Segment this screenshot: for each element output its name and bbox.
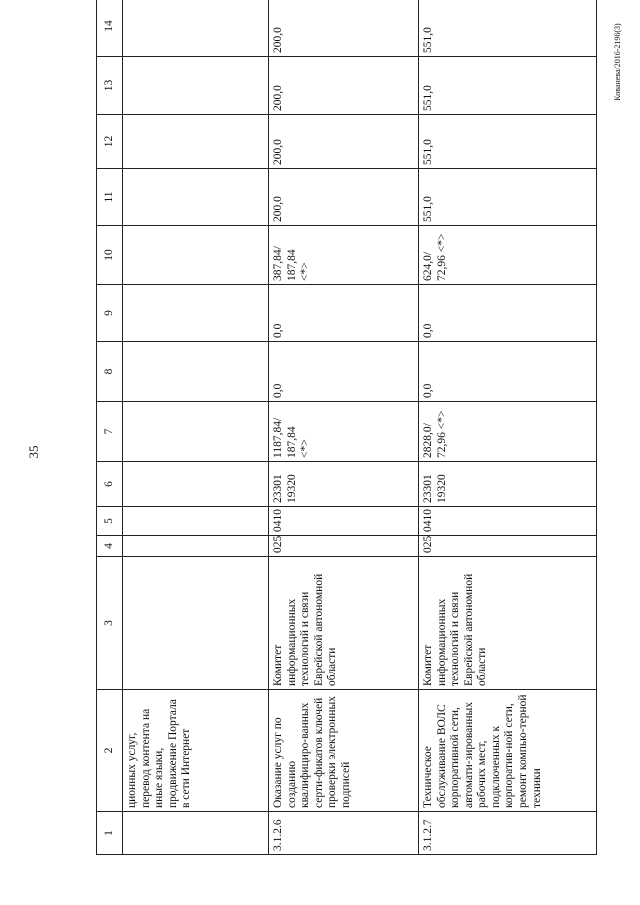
cell: 025 <box>269 536 419 557</box>
column-header: 12 <box>97 115 123 169</box>
cell: 200,0 <box>269 169 419 226</box>
executor: Комитет информационных технологий и связи Еврейской автономной области <box>419 557 597 690</box>
column-header: 7 <box>97 402 123 462</box>
column-header: 14 <box>97 0 123 57</box>
activity-name: Техническое обслуживание ВОЛС корпоративной сети, автомати-зированных рабочих мест, подключенных к корпоратив-ной сети, ремонт компью-терной техники <box>419 690 597 812</box>
budget-table <box>96 0 597 855</box>
column-header: 11 <box>97 169 123 226</box>
page-number: 35 <box>26 445 41 459</box>
column-header: 13 <box>97 57 123 115</box>
cell <box>123 402 269 462</box>
cell: 551,0 <box>419 0 597 57</box>
column-header: 1 <box>97 812 123 855</box>
column-header: 3 <box>97 557 123 690</box>
cell: 551,0 <box>419 169 597 226</box>
cell: 200,0 <box>269 115 419 169</box>
column-header: 10 <box>97 226 123 285</box>
cell <box>123 536 269 557</box>
column-header: 9 <box>97 285 123 342</box>
cell: 0,0 <box>419 342 597 402</box>
cell: 1187,84/ 187,84 <*> <box>269 402 419 462</box>
rotated-table-frame <box>96 20 596 855</box>
item-number: 3.1.2.7 <box>419 812 597 855</box>
column-header: 2 <box>97 690 123 812</box>
cell: 0,0 <box>269 285 419 342</box>
cell <box>123 57 269 115</box>
cell <box>123 285 269 342</box>
cell <box>123 342 269 402</box>
cell: 23301 19320 <box>419 462 597 507</box>
cell <box>123 507 269 536</box>
cell: 624,0/ 72,96 <*> <box>419 226 597 285</box>
cell: 551,0 <box>419 115 597 169</box>
executor <box>123 557 269 690</box>
cell: 2828,0/ 72,96 <*> <box>419 402 597 462</box>
table-row <box>419 0 597 855</box>
document-code: Кованева/2016-2196(3) <box>613 23 622 101</box>
cell: 200,0 <box>269 0 419 57</box>
cell: 025 <box>419 536 597 557</box>
cell <box>123 462 269 507</box>
cell: 551,0 <box>419 57 597 115</box>
activity-name: Оказание услуг по созданию квалифициро-ванных серти-фикатов ключей проверки электронных подписей <box>269 690 419 812</box>
cell: 200,0 <box>269 57 419 115</box>
column-header: 8 <box>97 342 123 402</box>
item-number: 3.1.2.6 <box>269 812 419 855</box>
column-header: 5 <box>97 507 123 536</box>
table-row <box>269 0 419 855</box>
executor: Комитет информационных технологий и связи Еврейской автономной области <box>269 557 419 690</box>
cell <box>123 226 269 285</box>
cell <box>123 0 269 57</box>
cell: 0410 <box>269 507 419 536</box>
cell: 0,0 <box>269 342 419 402</box>
cell: 23301 19320 <box>269 462 419 507</box>
cell <box>123 115 269 169</box>
table-row <box>123 0 269 855</box>
column-header: 6 <box>97 462 123 507</box>
activity-name: ционных услуг, перевод контента на иные языки, продвижение Портала в сети Интернет <box>123 690 269 812</box>
column-header: 4 <box>97 536 123 557</box>
header-row <box>97 0 123 855</box>
cell <box>123 169 269 226</box>
cell: 0,0 <box>419 285 597 342</box>
cell: 0410 <box>419 507 597 536</box>
cell: 387,84/ 187,84 <*> <box>269 226 419 285</box>
item-number <box>123 812 269 855</box>
